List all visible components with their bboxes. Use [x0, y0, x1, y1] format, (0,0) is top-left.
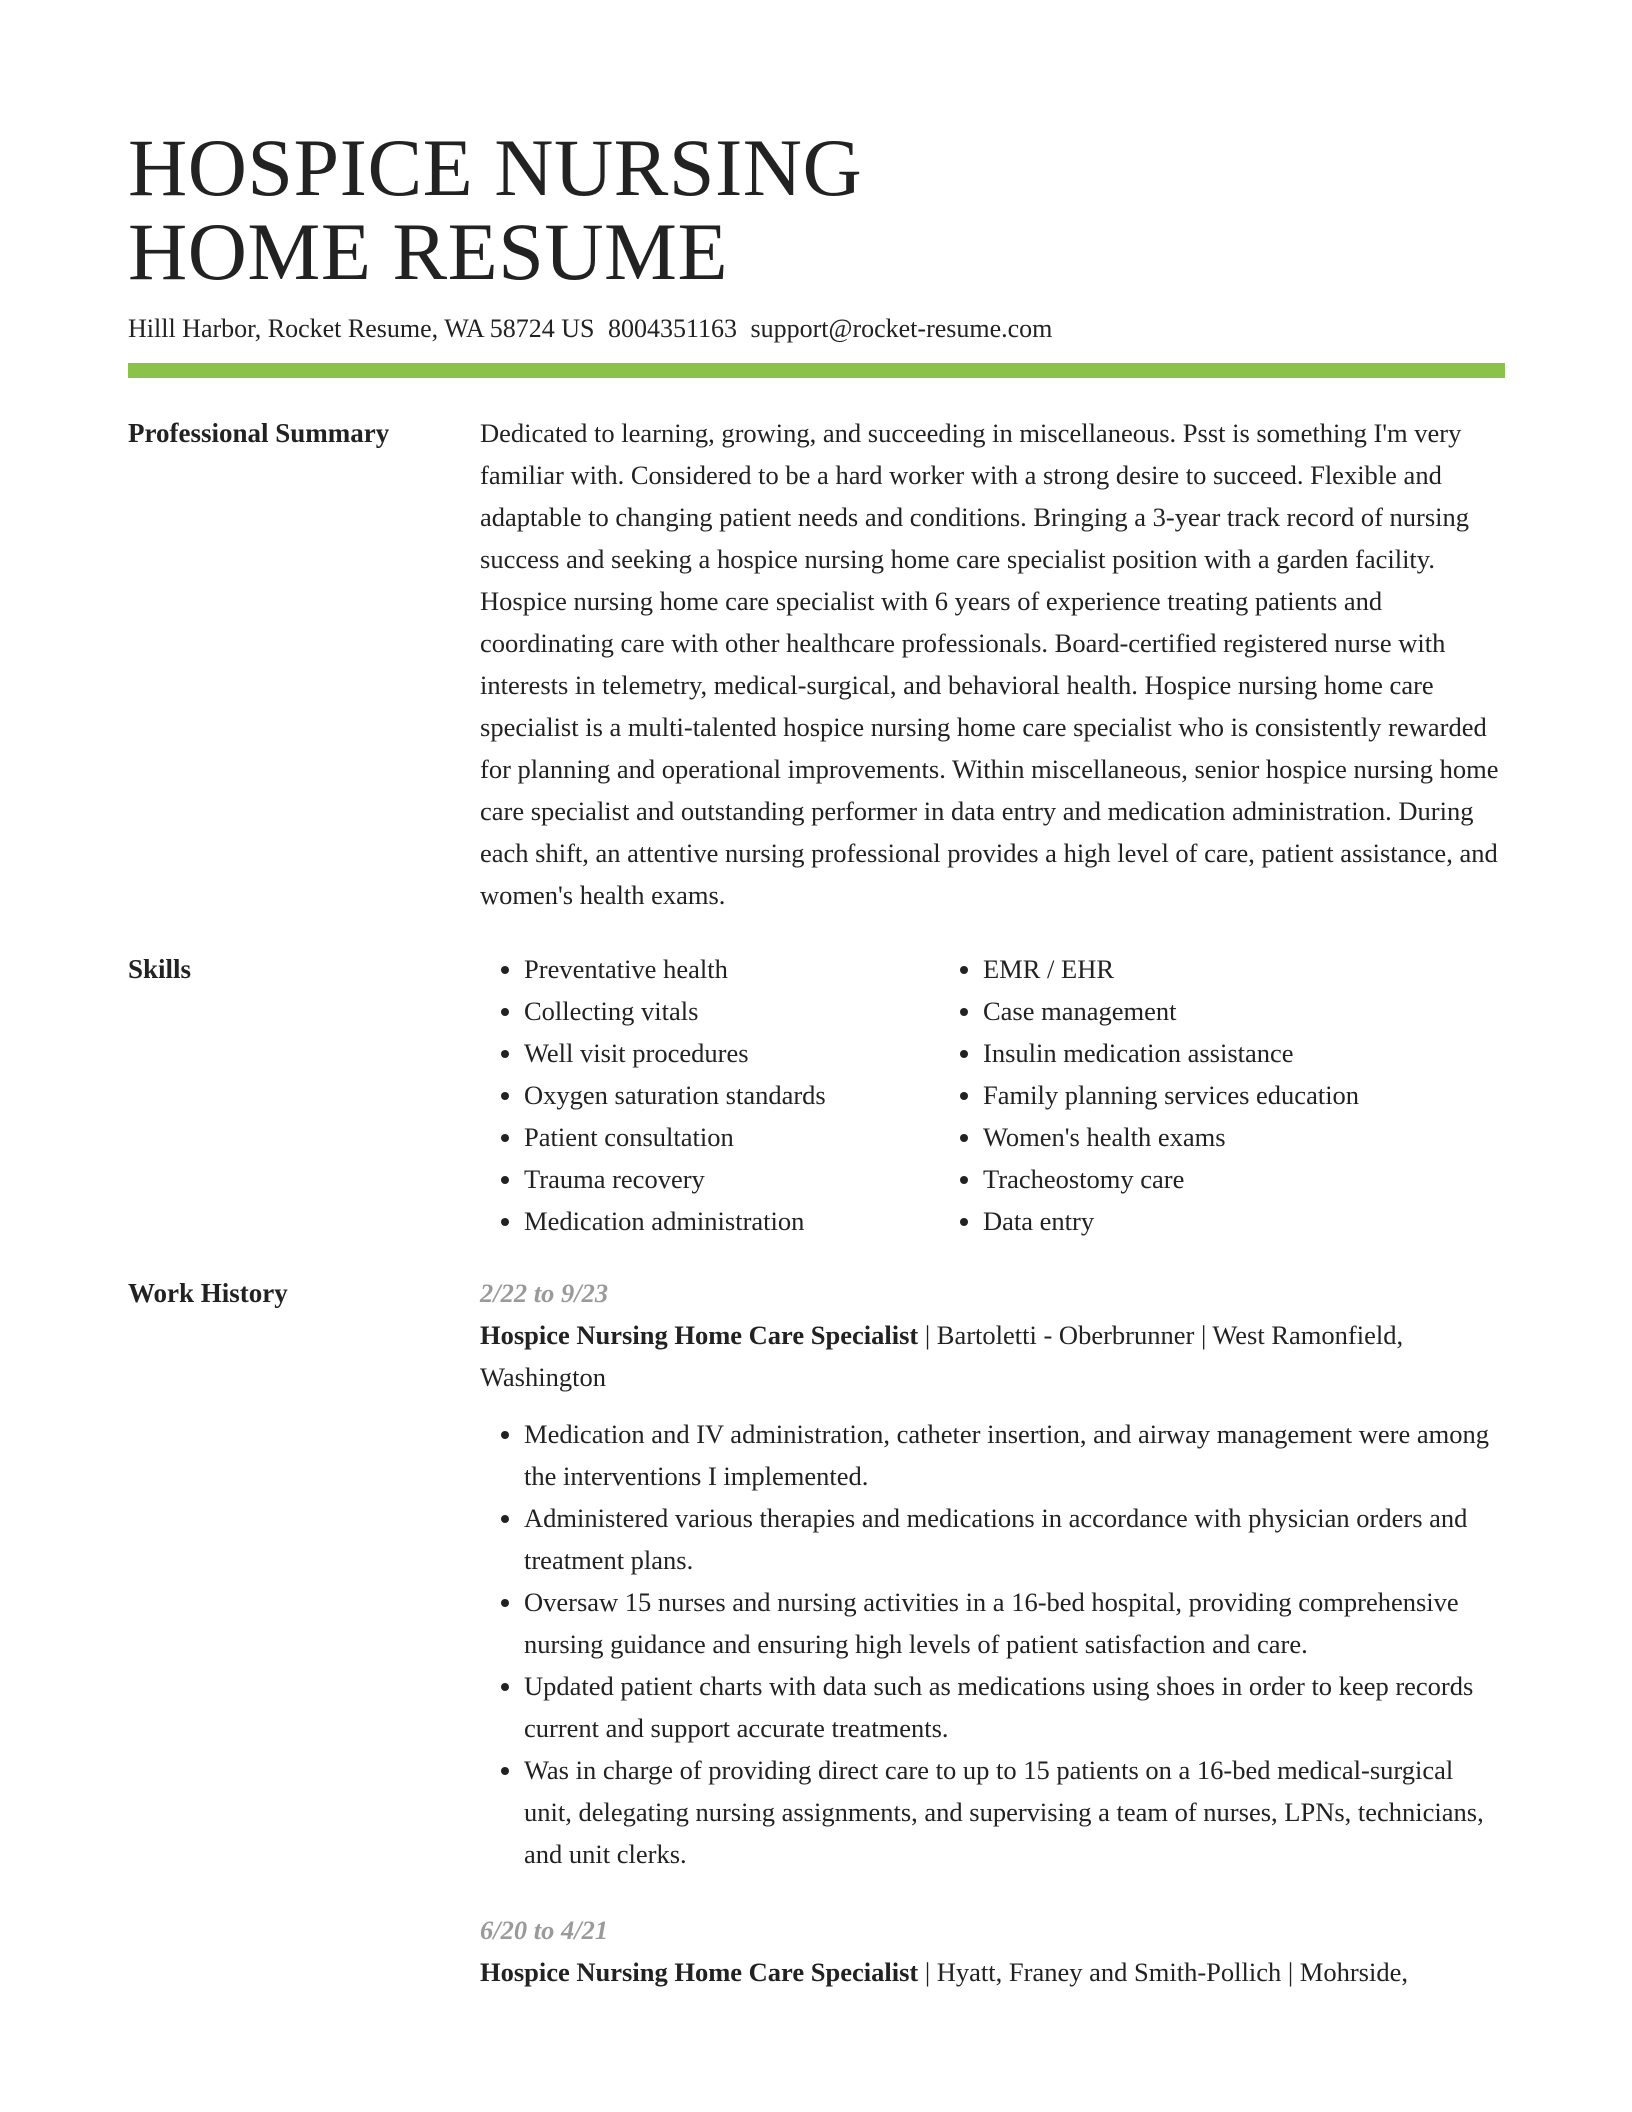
- skills-section: [128, 948, 1505, 1242]
- work-history-heading: Work History: [128, 1278, 288, 1308]
- job-employer-location: | Hyatt, Franey and Smith-Pollich | Mohrside,: [918, 1957, 1408, 1987]
- job-bullet: • Updated patient charts with data such as medications using shoes in order to keep records current and support accurate treatments.: [524, 1665, 1505, 1749]
- summary-section: [128, 412, 1505, 916]
- job-employer-location: | Bartoletti - Oberbrunner | West Ramonfield, Washington: [480, 1320, 1404, 1392]
- job-dates: 2/22 to 9/23: [480, 1278, 609, 1308]
- contact-phone: 8004351163: [607, 314, 737, 343]
- job-dates: 6/20 to 4/21: [480, 1915, 609, 1945]
- skill-item: • Oxygen saturation standards: [524, 1074, 939, 1116]
- skills-column-2: [939, 948, 1505, 1242]
- skill-item: • Collecting vitals: [524, 990, 939, 1032]
- work-history-section: [128, 1272, 1505, 1993]
- skill-item: • Patient consultation: [524, 1116, 939, 1158]
- contact-address: Hilll Harbor, Rocket Resume, WA 58724 US: [128, 314, 595, 343]
- skill-item: • Tracheostomy care: [983, 1158, 1505, 1200]
- resume-title-line-2: HOME RESUME: [128, 206, 729, 297]
- skill-item: • Well visit procedures: [524, 1032, 939, 1074]
- job-bullet: • Administered various therapies and medications in accordance with physician orders and treatment plans.: [524, 1497, 1505, 1581]
- skill-item: • Data entry: [983, 1200, 1505, 1242]
- job-entry: [480, 1909, 1505, 1993]
- resume-title: [128, 122, 1505, 297]
- contact-email: support@rocket-resume.com: [750, 314, 1053, 343]
- skill-item: • Case management: [983, 990, 1505, 1032]
- job-entry: [480, 1272, 1505, 1875]
- work-history-body: [480, 1272, 1505, 1993]
- job-title: Hospice Nursing Home Care Specialist: [480, 1957, 919, 1987]
- skill-item: • Medication administration: [524, 1200, 939, 1242]
- job-heading: [480, 1314, 1505, 1398]
- skills-heading: Skills: [128, 954, 192, 984]
- job-title: Hospice Nursing Home Care Specialist: [480, 1320, 919, 1350]
- job-bullet: • Medication and IV administration, catheter insertion, and airway management were among the interventions I implemented.: [524, 1413, 1505, 1497]
- resume-title-line-1: HOSPICE NURSING: [128, 122, 863, 213]
- skill-item: • Preventative health: [524, 948, 939, 990]
- job-heading: [480, 1951, 1505, 1993]
- job-bullet: • Oversaw 15 nurses and nursing activities in a 16-bed hospital, providing comprehensive nursing guidance and ensuring high levels of patient satisfaction and care.: [524, 1581, 1505, 1665]
- skill-item: • Trauma recovery: [524, 1158, 939, 1200]
- job-bullet-list: [480, 1413, 1505, 1875]
- skill-item: • Women's health exams: [983, 1116, 1505, 1158]
- skill-item: • Family planning services education: [983, 1074, 1505, 1116]
- summary-heading: Professional Summary: [128, 418, 390, 448]
- skills-column-1: [480, 948, 939, 1242]
- contact-line: [128, 313, 1505, 345]
- job-bullet: • Was in charge of providing direct care to up to 15 patients on a 16-bed medical-surgical unit, delegating nursing assignments, and supervising a team of nurses, LPNs, technicians, and unit clerks.: [524, 1749, 1505, 1875]
- summary-text: Dedicated to learning, growing, and succeeding in miscellaneous. Psst is something I'm very familiar with. Considered to be a hard worker with a strong desire to succeed. Flexible and adaptable to changing patient needs and conditions. Bringing a 3-year track record of nursing success and seeking a hospice nursing home care specialist position with a garden facility. Hospice nursing home care specialist with 6 years of experience treating patients and coordinating care with other healthcare professionals. Board-certified registered nurse with interests in telemetry, medical-surgical, and behavioral health. Hospice nursing home care specialist is a multi-talented hospice nursing home care specialist who is consistently rewarded for planning and operational improvements. Within miscellaneous, senior hospice nursing home care specialist and outstanding performer in data entry and medication administration. During each shift, an attentive nursing professional provides a high level of care, patient assistance, and women's health exams.: [480, 418, 1499, 910]
- accent-divider: [128, 363, 1505, 378]
- skills-columns: [480, 948, 1505, 1242]
- skill-item: • Insulin medication assistance: [983, 1032, 1505, 1074]
- skill-item: • EMR / EHR: [983, 948, 1505, 990]
